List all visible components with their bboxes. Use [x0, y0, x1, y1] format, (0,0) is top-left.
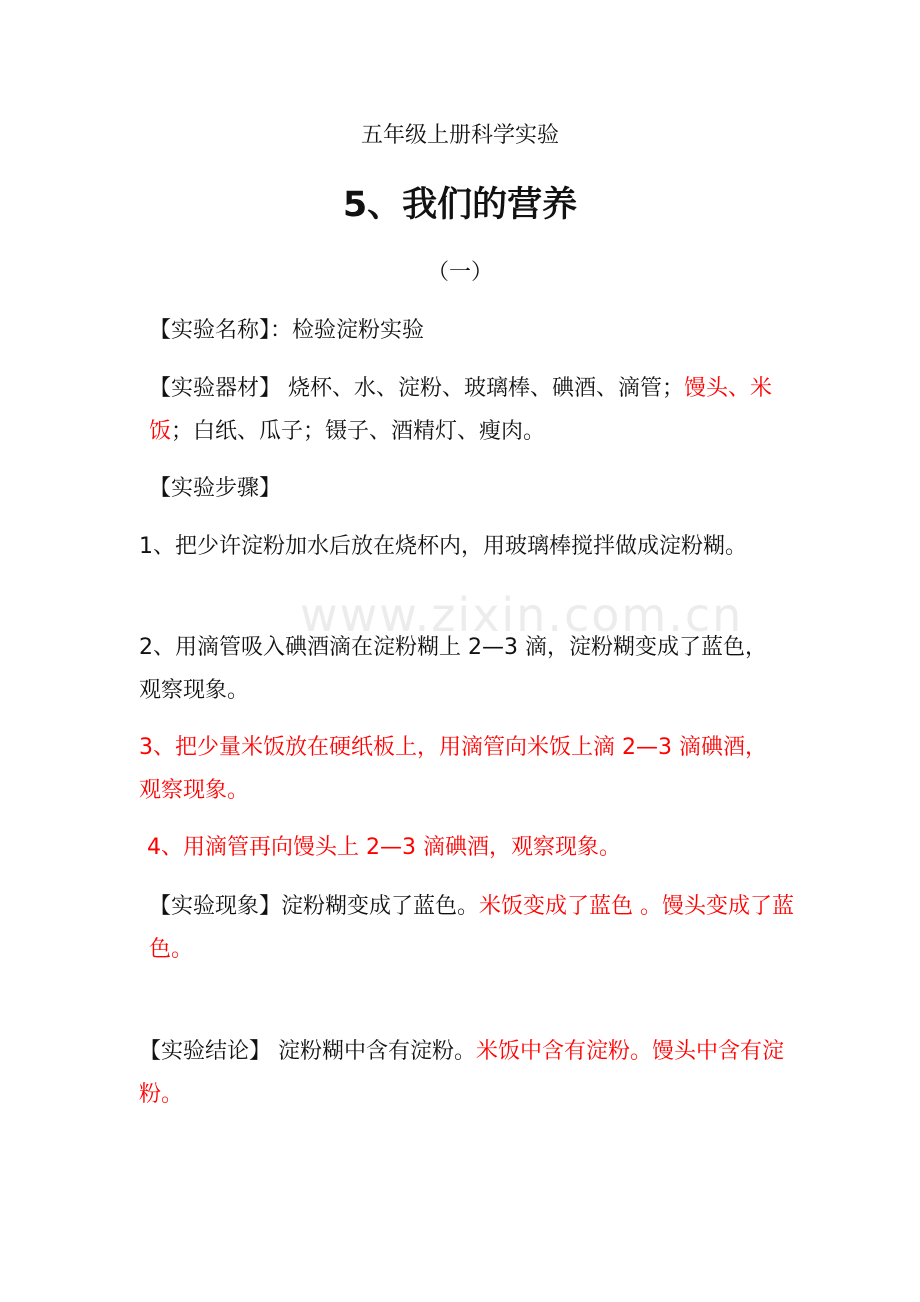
- section-number: （一）: [426, 260, 493, 285]
- document-title: 5、我们的营养: [342, 185, 578, 225]
- conclusion-text-1: 淀粉糊中含有淀粉。: [271, 1039, 477, 1064]
- materials-label: 【实验器材】: [149, 376, 282, 401]
- conclusion-label: 【实验结论】: [139, 1039, 272, 1064]
- experiment-materials: [139, 367, 797, 453]
- phenomenon-text-1: 淀粉糊变成了蓝色。: [281, 894, 480, 919]
- materials-text-red: 馒头、米饭: [149, 376, 773, 444]
- step-item-2: 2、用滴管吸入碘酒滴在淀粉糊上 2—3 滴，淀粉糊变成了蓝色，观察现象。: [139, 635, 767, 703]
- experiment-name: [139, 309, 797, 352]
- step-item-1: 1、把少许淀粉加水后放在烧杯内，用玻璃棒搅拌做成淀粉糊。: [139, 534, 747, 559]
- step-item-3: 3、把少量米饭放在硬纸板上，用滴管向米饭上滴 2—3 滴碘酒，观察现象。: [139, 735, 767, 803]
- document-subtitle: 五年级上册科学实验: [360, 123, 559, 148]
- step-item-4: 4、用滴管再向馒头上 2—3 滴碘酒，观察现象。: [147, 835, 621, 860]
- conclusion-text-red: 米饭中含有淀粉。馒头中含有淀粉。: [139, 1039, 785, 1107]
- steps-heading: 【实验步骤】: [149, 476, 282, 501]
- materials-text-1: 烧杯、水、淀粉、玻璃棒、碘酒、滴管；: [281, 376, 685, 401]
- phenomenon-text-red: 米饭变成了蓝色 。馒头变成了蓝色。: [149, 894, 795, 962]
- experiment-phenomenon: [139, 885, 797, 971]
- materials-text-2: ；白纸、瓜子；镊子、酒精灯、瘦肉。: [171, 419, 546, 444]
- experiment-conclusion: [139, 1030, 787, 1116]
- phenomenon-label: 【实验现象】: [149, 894, 282, 919]
- experiment-name-label: 【实验名称】: [149, 318, 271, 343]
- experiment-name-text: ：检验淀粉实验: [270, 318, 425, 343]
- watermark: www.zixin.com.cn: [300, 588, 744, 642]
